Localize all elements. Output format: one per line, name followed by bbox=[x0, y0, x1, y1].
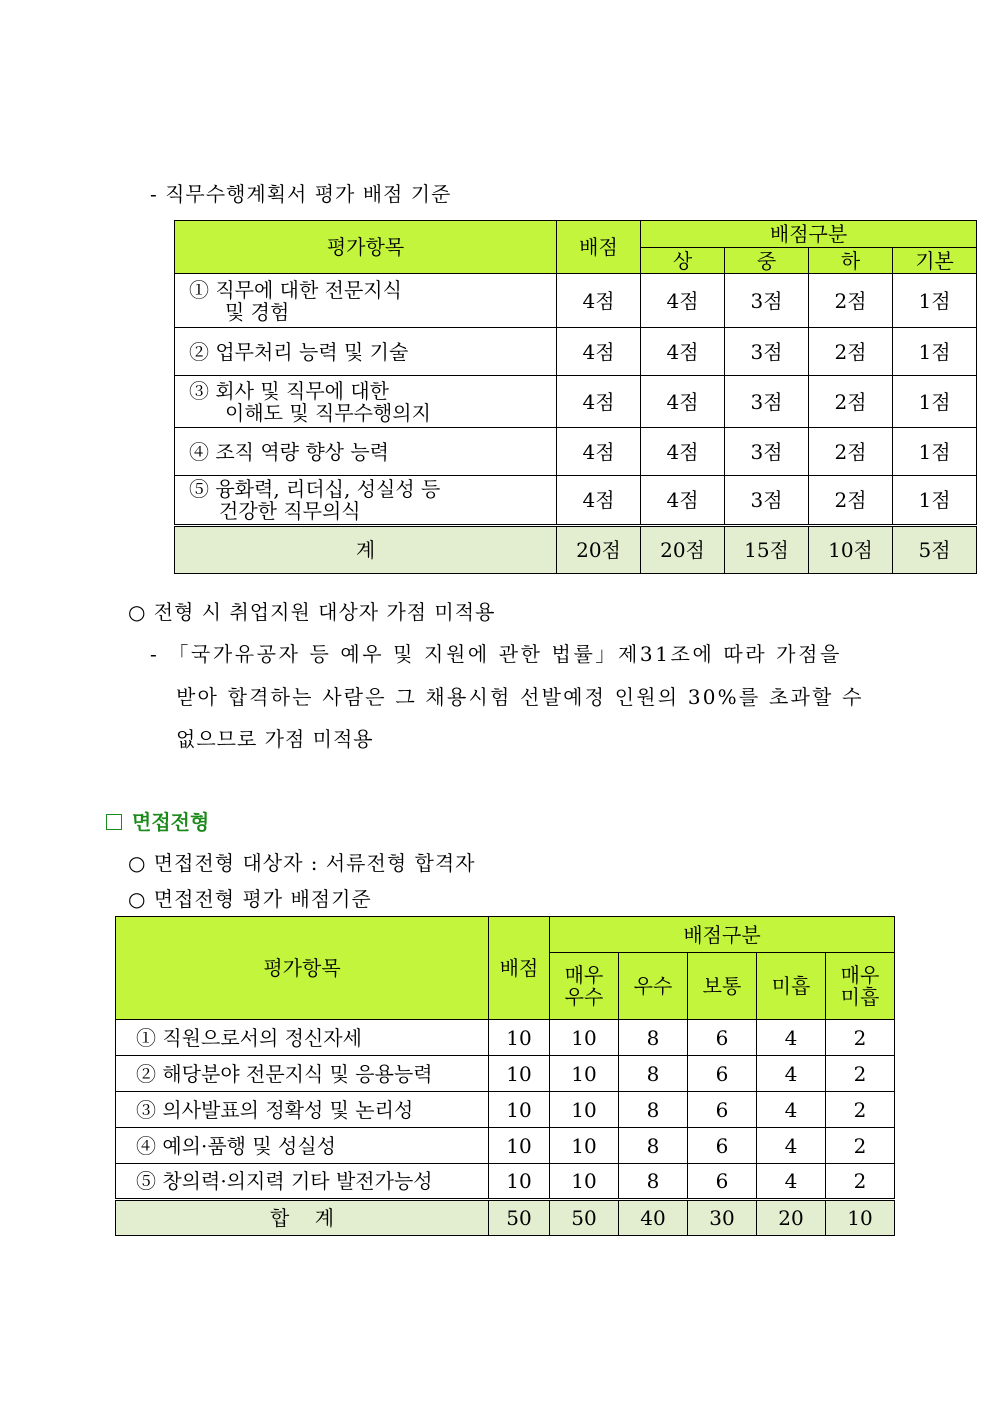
item-label-cont: 및 경험 bbox=[225, 299, 290, 324]
interview-score-table bbox=[115, 916, 895, 1236]
item-label-cont: 건강한 직무의식 bbox=[219, 499, 361, 523]
grade-header: 하 bbox=[809, 248, 893, 274]
bonus-detail: - 「국가유공자 등 예우 및 지원에 관한 법률」제31조에 따라 가점을 bbox=[150, 642, 842, 666]
interview-heading-label: 면접전형 bbox=[132, 810, 210, 834]
value-cell: 10 bbox=[550, 1092, 619, 1128]
score-cell: 4점 bbox=[557, 428, 641, 476]
item-label: ① 직무에 대한 전문지식 bbox=[189, 277, 402, 302]
item-label: ⑤ 융화력, 리더십, 성실성 등 bbox=[189, 477, 441, 501]
grade-header: 중 bbox=[725, 248, 809, 274]
value-cell: 8 bbox=[619, 1164, 688, 1200]
item-label: ③ 의사발표의 정확성 및 논리성 bbox=[116, 1092, 489, 1128]
total-value: 15점 bbox=[725, 526, 809, 574]
value-cell: 4점 bbox=[641, 476, 725, 526]
value-cell: 3점 bbox=[725, 428, 809, 476]
value-cell: 6 bbox=[688, 1092, 757, 1128]
item-label: ④ 조직 역량 향상 능력 bbox=[189, 439, 389, 464]
header-score: 배점 bbox=[557, 221, 641, 274]
item-label: ③ 회사 및 직무에 대한 bbox=[189, 378, 389, 403]
grade-header: 기본 bbox=[893, 248, 977, 274]
value-cell: 3점 bbox=[725, 476, 809, 526]
value-cell: 2점 bbox=[809, 274, 893, 328]
value-cell: 2점 bbox=[809, 376, 893, 428]
total-value: 5점 bbox=[893, 526, 977, 574]
value-cell: 10 bbox=[550, 1164, 619, 1200]
value-cell: 8 bbox=[619, 1020, 688, 1056]
table-row bbox=[175, 476, 977, 526]
value-cell: 2 bbox=[826, 1056, 895, 1092]
item-label: ⑤ 창의력·의지력 기타 발전가능성 bbox=[116, 1164, 489, 1200]
grade-header: 보통 bbox=[688, 953, 757, 1020]
total-label: 계 bbox=[175, 526, 557, 574]
score-cell: 4점 bbox=[557, 328, 641, 376]
total-value: 10 bbox=[826, 1200, 895, 1236]
table-row bbox=[116, 1128, 895, 1164]
interview-criteria: ○ 면접전형 평가 배점기준 bbox=[128, 887, 372, 911]
value-cell: 10 bbox=[550, 1020, 619, 1056]
value-cell: 8 bbox=[619, 1092, 688, 1128]
item-label: ② 해당분야 전문지식 및 응용능력 bbox=[116, 1056, 489, 1092]
bonus-detail: 없으므로 가점 미적용 bbox=[176, 727, 374, 751]
score-cell: 10 bbox=[489, 1092, 550, 1128]
value-cell: 4점 bbox=[641, 328, 725, 376]
header-item: 평가항목 bbox=[175, 221, 557, 274]
item-label: ① 직원으로서의 정신자세 bbox=[116, 1020, 489, 1056]
total-value: 50 bbox=[550, 1200, 619, 1236]
value-cell: 4 bbox=[757, 1056, 826, 1092]
value-cell: 2 bbox=[826, 1020, 895, 1056]
value-cell: 6 bbox=[688, 1056, 757, 1092]
grade-header: 미흡 bbox=[757, 953, 826, 1020]
value-cell: 2점 bbox=[809, 476, 893, 526]
score-cell: 10 bbox=[489, 1056, 550, 1092]
value-cell: 10 bbox=[550, 1128, 619, 1164]
value-cell: 2점 bbox=[809, 328, 893, 376]
header-grade: 배점구분 bbox=[550, 917, 895, 953]
value-cell: 1점 bbox=[893, 376, 977, 428]
score-cell: 4점 bbox=[557, 376, 641, 428]
value-cell: 4 bbox=[757, 1128, 826, 1164]
value-cell: 4점 bbox=[641, 274, 725, 328]
total-label: 합 계 bbox=[116, 1200, 489, 1236]
table-row bbox=[116, 1092, 895, 1128]
total-score: 20점 bbox=[557, 526, 641, 574]
score-cell: 10 bbox=[489, 1020, 550, 1056]
interview-target: ○ 면접전형 대상자 : 서류전형 합격자 bbox=[128, 851, 476, 875]
value-cell: 1점 bbox=[893, 476, 977, 526]
section-title: - 직무수행계획서 평가 배점 기준 bbox=[150, 182, 452, 206]
grade-header: 상 bbox=[641, 248, 725, 274]
job-plan-score-table bbox=[174, 220, 977, 574]
item-label-cont: 이해도 및 직무수행의지 bbox=[225, 400, 431, 425]
value-cell: 2 bbox=[826, 1164, 895, 1200]
grade-header: 우수 bbox=[619, 953, 688, 1020]
table-row bbox=[175, 328, 977, 376]
total-value: 20점 bbox=[641, 526, 725, 574]
total-score: 50 bbox=[489, 1200, 550, 1236]
grade-header: 매우 미흡 bbox=[826, 953, 895, 1020]
value-cell: 1점 bbox=[893, 274, 977, 328]
header-score: 배점 bbox=[489, 917, 550, 1020]
score-cell: 4점 bbox=[557, 476, 641, 526]
value-cell: 4점 bbox=[641, 376, 725, 428]
total-value: 10점 bbox=[809, 526, 893, 574]
bonus-line: ○ 전형 시 취업지원 대상자 가점 미적용 bbox=[128, 600, 496, 624]
total-value: 30 bbox=[688, 1200, 757, 1236]
value-cell: 4 bbox=[757, 1164, 826, 1200]
header-grade: 배점구분 bbox=[641, 221, 977, 248]
value-cell: 6 bbox=[688, 1020, 757, 1056]
score-cell: 10 bbox=[489, 1164, 550, 1200]
total-row bbox=[116, 1200, 895, 1236]
table-row bbox=[116, 1164, 895, 1200]
value-cell: 3점 bbox=[725, 328, 809, 376]
total-value: 20 bbox=[757, 1200, 826, 1236]
value-cell: 10 bbox=[550, 1056, 619, 1092]
total-value: 40 bbox=[619, 1200, 688, 1236]
value-cell: 1점 bbox=[893, 428, 977, 476]
value-cell: 3점 bbox=[725, 376, 809, 428]
value-cell: 2 bbox=[826, 1128, 895, 1164]
value-cell: 6 bbox=[688, 1164, 757, 1200]
bonus-detail: 받아 합격하는 사람은 그 채용시험 선발예정 인원의 30%를 초과할 수 bbox=[176, 685, 864, 709]
item-label: ② 업무처리 능력 및 기술 bbox=[189, 339, 409, 364]
total-row bbox=[175, 526, 977, 574]
value-cell: 2 bbox=[826, 1092, 895, 1128]
value-cell: 4 bbox=[757, 1092, 826, 1128]
square-bullet-icon bbox=[106, 814, 122, 830]
score-cell: 4점 bbox=[557, 274, 641, 328]
table-row bbox=[175, 428, 977, 476]
item-label: ④ 예의·품행 및 성실성 bbox=[116, 1128, 489, 1164]
value-cell: 1점 bbox=[893, 328, 977, 376]
value-cell: 8 bbox=[619, 1128, 688, 1164]
table-row bbox=[116, 1056, 895, 1092]
value-cell: 8 bbox=[619, 1056, 688, 1092]
value-cell: 6 bbox=[688, 1128, 757, 1164]
table-row bbox=[175, 376, 977, 428]
grade-header: 매우 우수 bbox=[550, 953, 619, 1020]
value-cell: 4점 bbox=[641, 428, 725, 476]
table-row bbox=[175, 274, 977, 328]
header-item: 평가항목 bbox=[116, 917, 489, 1020]
table-row bbox=[116, 1020, 895, 1056]
value-cell: 4 bbox=[757, 1020, 826, 1056]
value-cell: 3점 bbox=[725, 274, 809, 328]
value-cell: 2점 bbox=[809, 428, 893, 476]
interview-heading bbox=[106, 806, 209, 835]
score-cell: 10 bbox=[489, 1128, 550, 1164]
